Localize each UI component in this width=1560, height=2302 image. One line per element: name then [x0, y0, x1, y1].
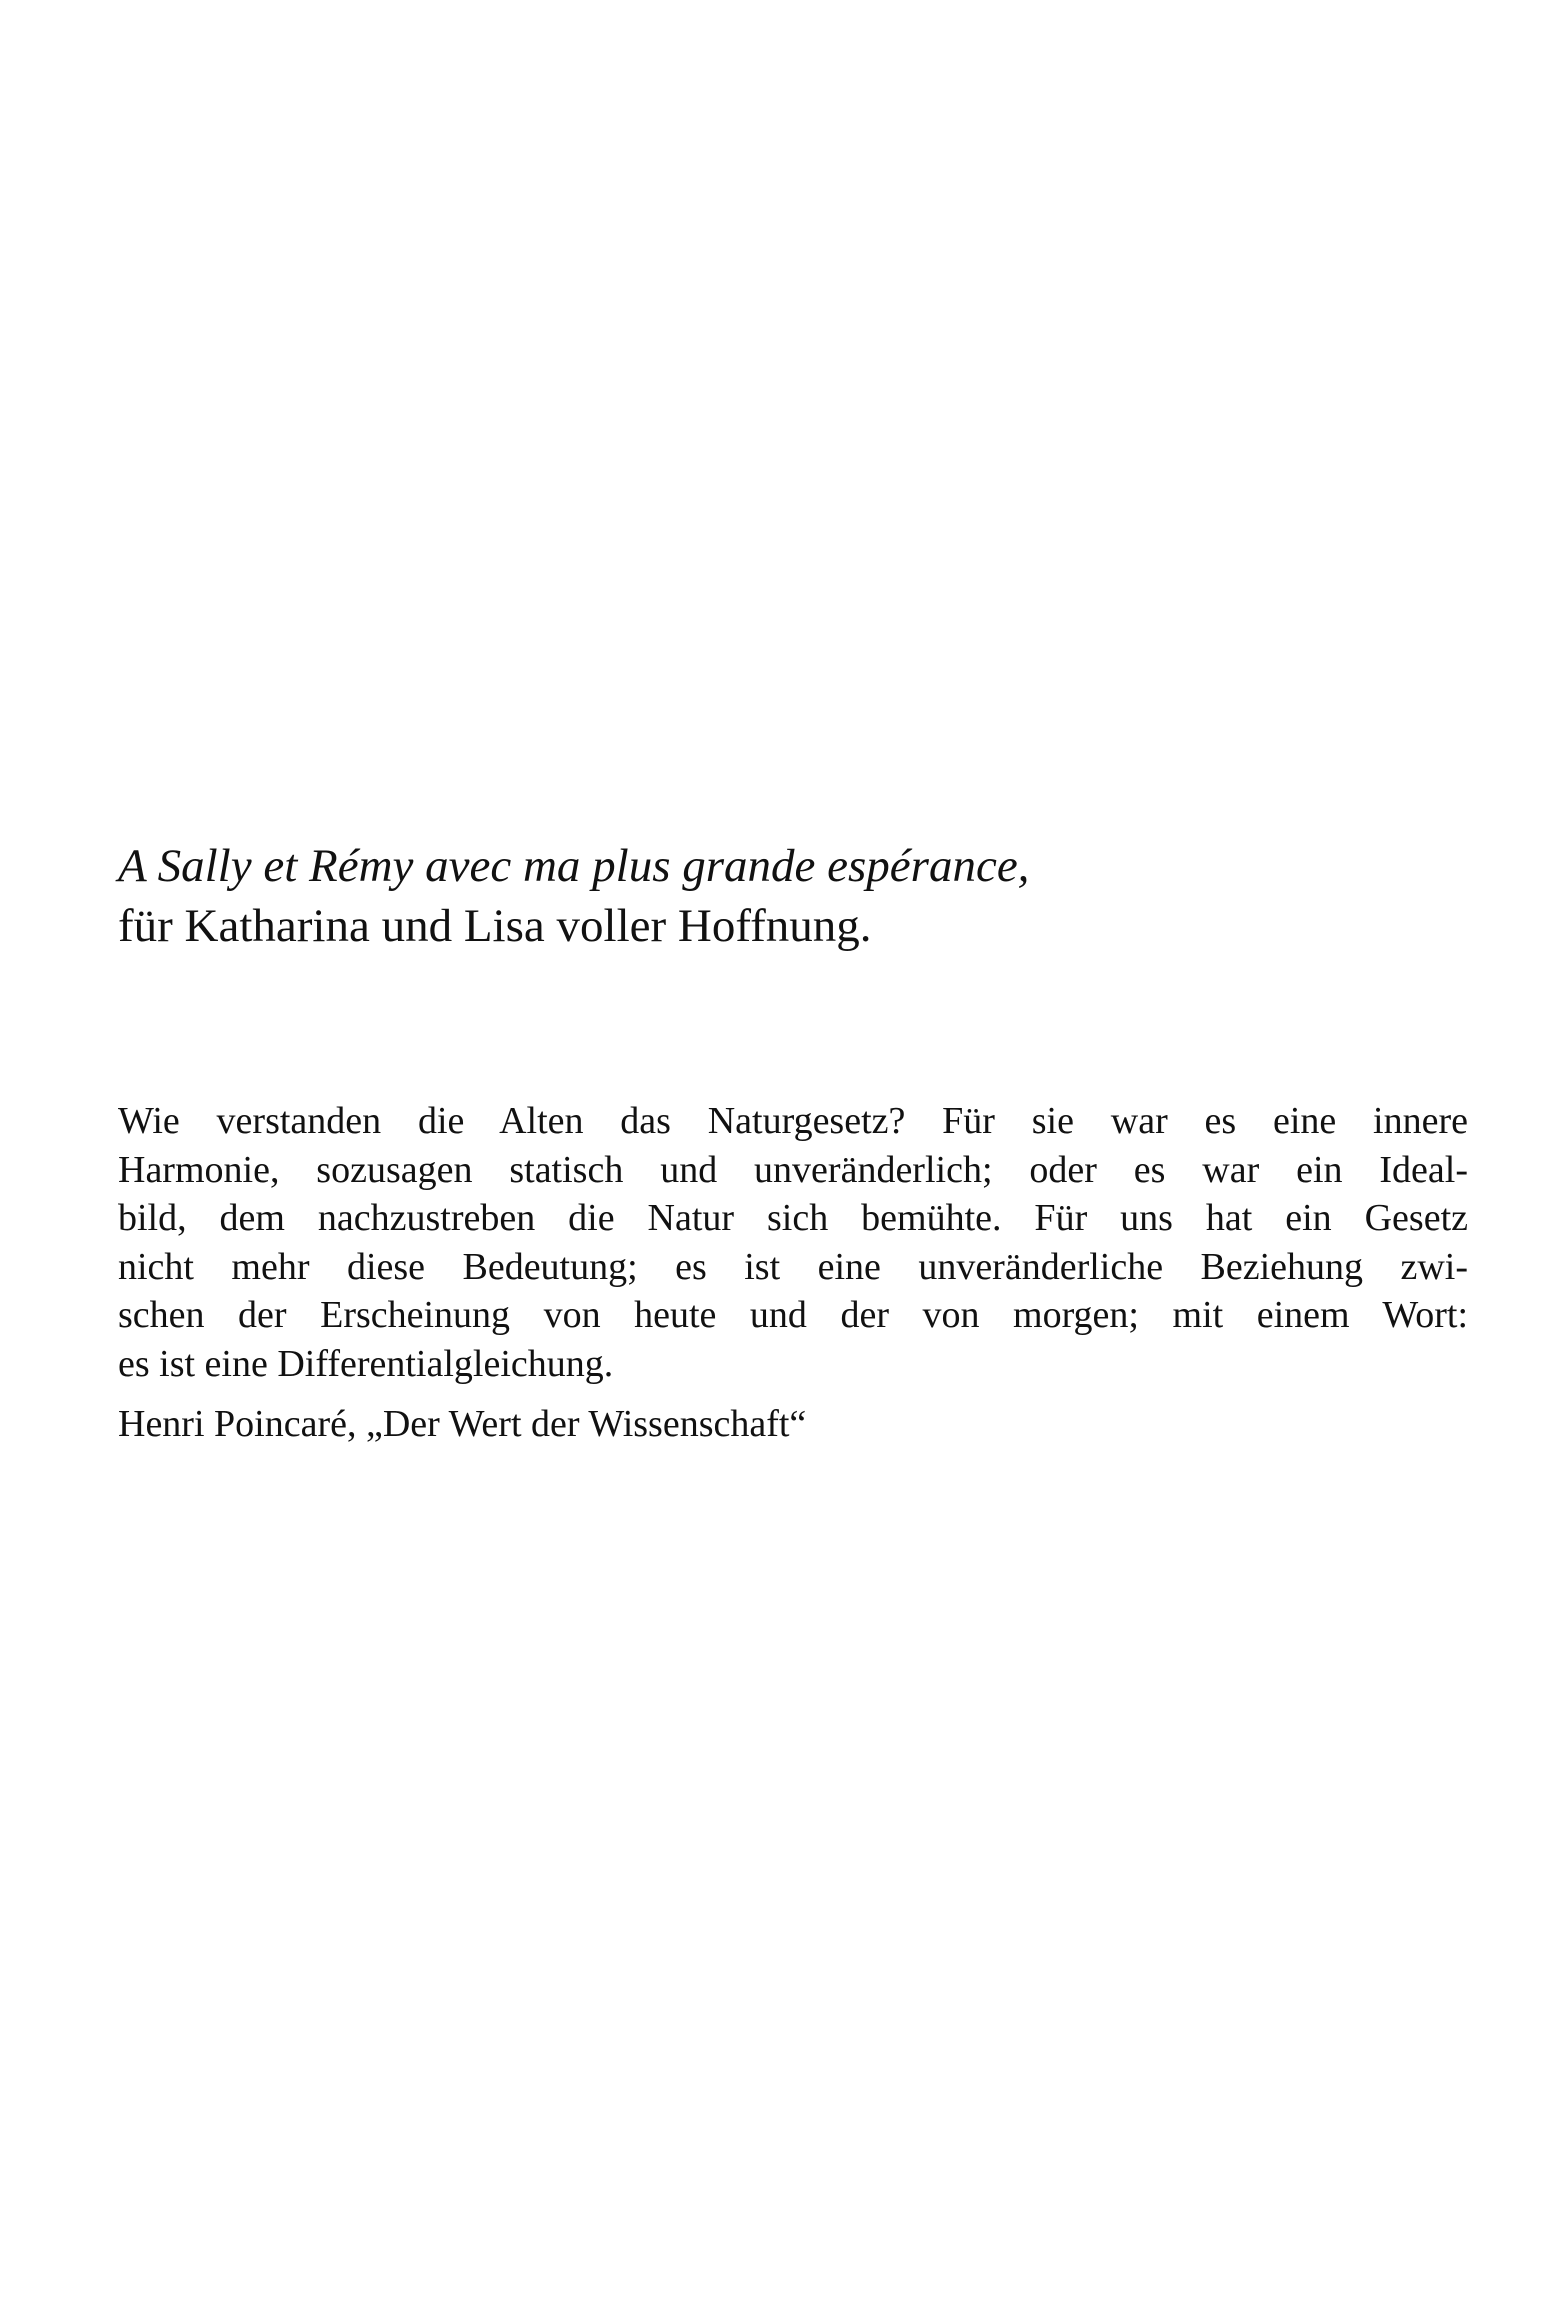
epigraph-line: es ist eine Differentialgleichung. — [118, 1342, 614, 1385]
dedication-german: für Katharina und Lisa voller Hoffnung. — [118, 900, 872, 952]
epigraph-line: schen der Erscheinung von heute und der von morgen; mit einem Wort: — [118, 1294, 1468, 1336]
dedication — [118, 836, 1458, 956]
epigraph-attribution: Henri Poincaré, „Der Wert der Wissenschaft“ — [118, 1403, 807, 1445]
epigraph-line: Wie verstanden die Alten das Naturgesetz? Für sie war es eine innere — [118, 1100, 1468, 1142]
epigraph-line: nicht mehr diese Bedeutung; es ist eine unveränderliche Beziehung zwi- — [118, 1245, 1468, 1288]
epigraph — [118, 1097, 1468, 1448]
epigraph-line: bild, dem nachzustreben die Natur sich bemühte. Für uns hat ein Gesetz — [118, 1197, 1468, 1239]
epigraph-line: Harmonie, sozusagen statisch und unveränderlich; oder es war ein Ideal- — [118, 1148, 1468, 1191]
dedication-french: A Sally et Rémy avec ma plus grande espérance, — [118, 840, 1030, 892]
